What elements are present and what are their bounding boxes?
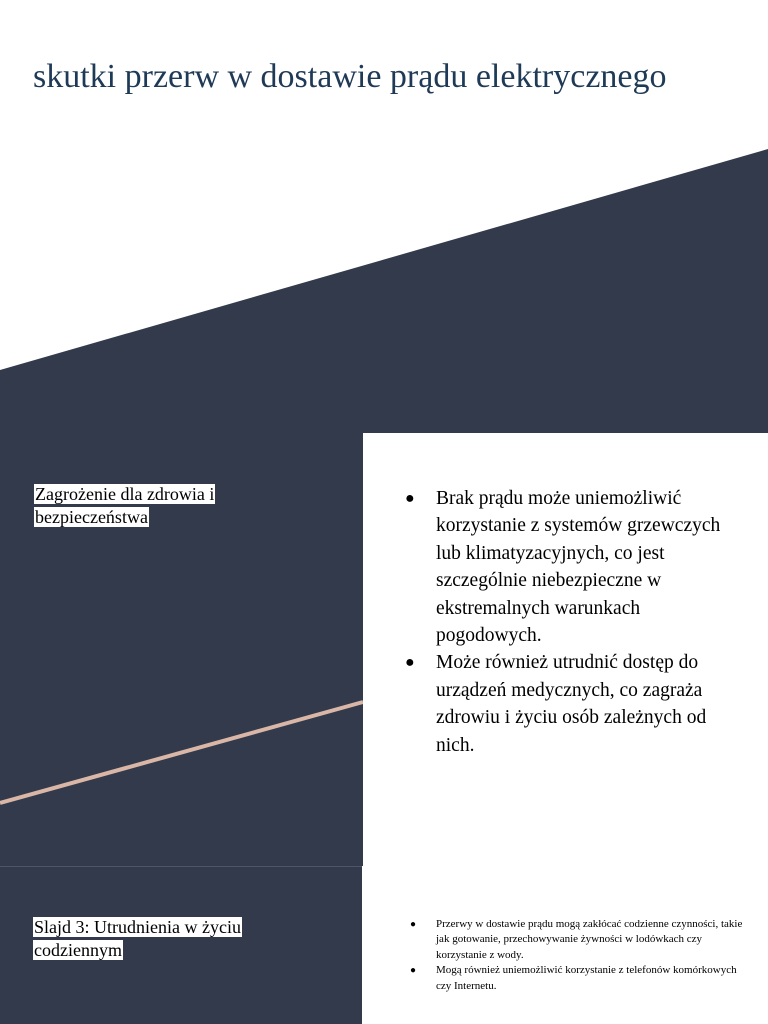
bullet-list-health <box>405 485 741 759</box>
bullet-icon: ● <box>405 490 415 507</box>
bullet-icon: ● <box>410 919 417 930</box>
section-heading-text: Zagrożenie dla zdrowia i bezpieczeństwa <box>35 484 215 527</box>
bullet-icon: ● <box>410 965 417 977</box>
bullet-icon: ● <box>405 654 415 672</box>
list-item <box>410 917 746 963</box>
section-heading-health <box>34 483 264 529</box>
list-item-text: Przerwy w dostawie prądu mogą zakłócać codzienne czynności, takie jak gotowanie, przechowywanie żywności w lodówkach czy korzystanie z wody. <box>436 918 743 961</box>
list-item-text: Mogą również uniemożliwić korzystanie z telefonów komórkowych czy Internetu. <box>436 964 737 992</box>
list-item <box>405 485 741 649</box>
bullet-list-daily-life <box>410 917 746 994</box>
page-title: skutki przerw w dostawie prądu elektrycznego <box>33 58 667 95</box>
list-item-text: Może również utrudnić dostęp do urządzeń medycznych, co zagraża zdrowiu i życiu osób zależnych od nich. <box>436 652 707 756</box>
section-heading-daily-life <box>33 916 273 962</box>
list-item-text: Brak prądu może uniemożliwić korzystanie z systemów grzewczych lub klimatyzacyjnych, co jest szczególnie niebezpieczne w ekstremalnych warunkach pogodowych. <box>436 488 721 647</box>
slide-divider <box>0 866 362 867</box>
list-item <box>410 963 746 994</box>
list-item <box>405 649 741 759</box>
section-heading-text: Slajd 3: Utrudnienia w życiu codziennym <box>34 917 241 960</box>
